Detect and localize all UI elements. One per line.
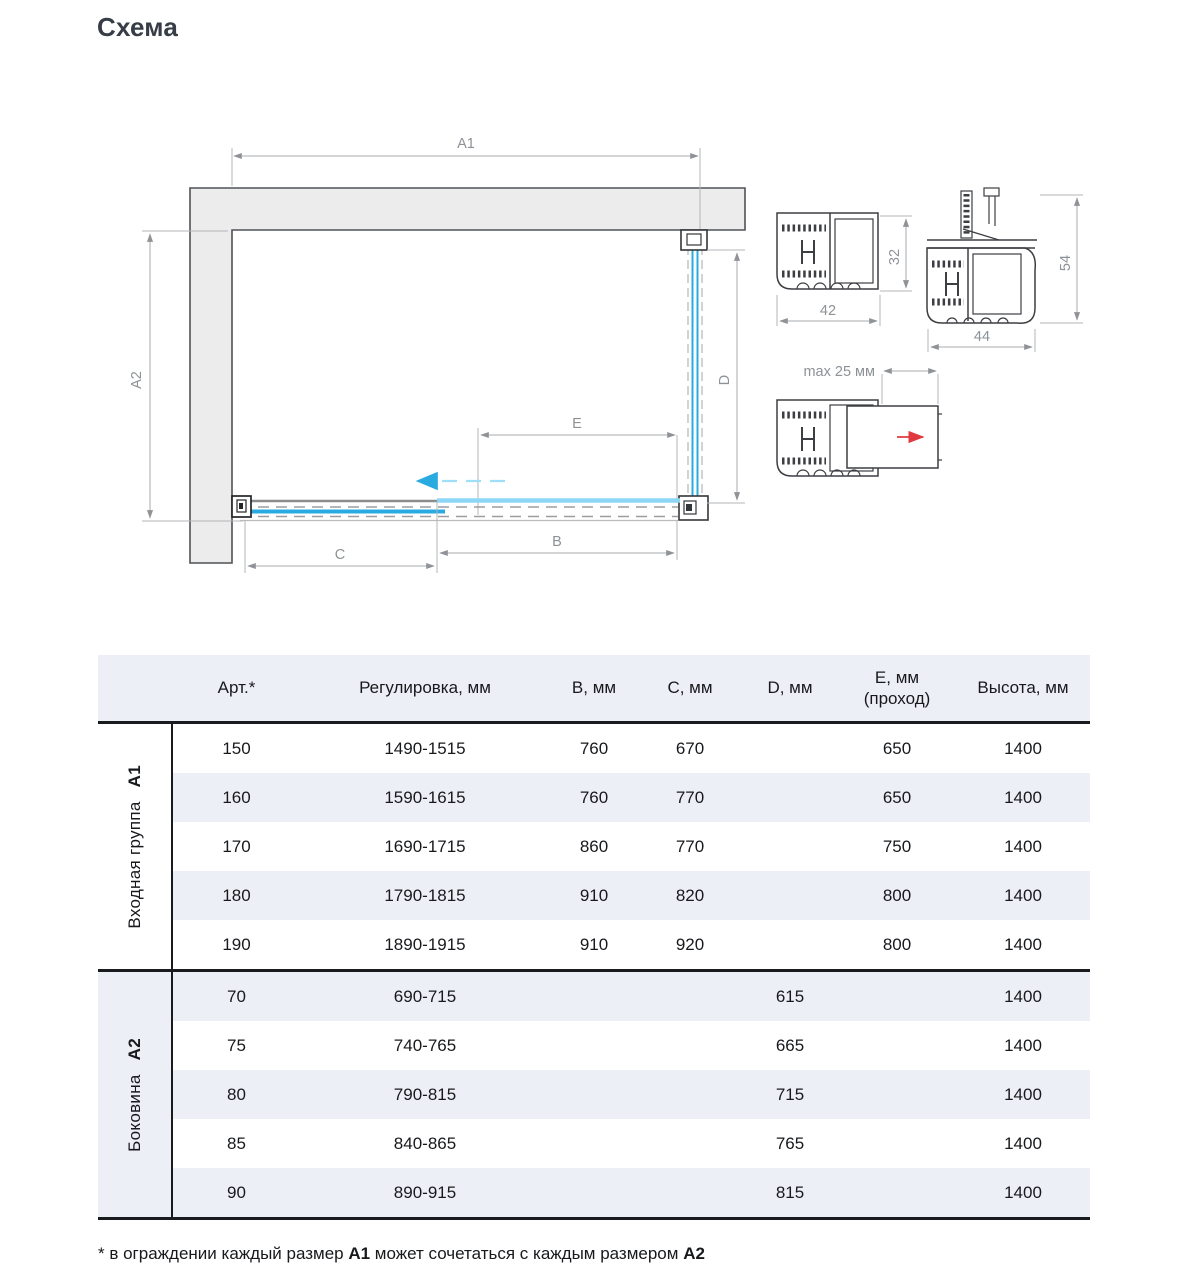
- wall-profile-section: [777, 213, 878, 289]
- group-label-a1: [98, 724, 173, 969]
- dimension-profile3: [882, 371, 938, 404]
- label-c: C: [334, 547, 346, 563]
- table-header-row: [98, 655, 1090, 724]
- table-row: 70 690-715 615 1400: [173, 972, 1090, 1021]
- group-a2-text: Боковина: [124, 1073, 144, 1152]
- footnote: [98, 1244, 705, 1264]
- table-row: 85 840-865 765 1400: [173, 1119, 1090, 1168]
- footnote-middle: может сочетаться с каждым размером: [370, 1244, 684, 1263]
- label-profile1-height: 32: [887, 248, 903, 266]
- adjustment-profile-section: [777, 400, 942, 476]
- table-row: 90 890-915 815 1400: [173, 1168, 1090, 1217]
- scheme-diagram: [100, 88, 1087, 623]
- diagram-svg: [100, 88, 1087, 623]
- header-reg: Регулировка, мм: [359, 678, 491, 698]
- group-entrance-a1: [98, 724, 1090, 972]
- label-profile2-width: 44: [973, 329, 991, 345]
- door-profile-section: [927, 188, 1037, 323]
- header-art: Арт.*: [217, 678, 256, 698]
- group-a2-bold: А2: [124, 1037, 144, 1060]
- table-row: 180 1790-1815 910 820 800 1400: [173, 871, 1090, 920]
- front-glass-assembly: [232, 496, 680, 521]
- footnote-a1: А1: [348, 1244, 371, 1263]
- label-b: B: [552, 534, 562, 550]
- table-row: 170 1690-1715 860 770 750 1400: [173, 822, 1090, 871]
- label-a2: A2: [129, 371, 145, 389]
- page-title: Схема: [97, 12, 179, 42]
- size-table: [98, 655, 1090, 1220]
- header-e-line2: (проход): [863, 689, 931, 708]
- dimension-b: [437, 501, 677, 560]
- group-side-a2: [98, 972, 1090, 1220]
- header-b: B, мм: [571, 678, 617, 698]
- table-row: 190 1890-1915 910 920 800 1400: [173, 920, 1090, 969]
- header-height: Высота, мм: [977, 678, 1069, 698]
- header-c: C, мм: [667, 678, 713, 698]
- group-label-a2: [98, 972, 173, 1217]
- label-d: D: [717, 374, 733, 386]
- table-row: 160 1590-1615 760 770 650 1400: [173, 773, 1090, 822]
- label-a1: A1: [457, 136, 475, 152]
- side-glass-panel: [679, 230, 708, 520]
- label-e: E: [572, 416, 582, 432]
- group-a1-bold: А1: [124, 764, 144, 788]
- header-d: D, мм: [767, 678, 813, 698]
- header-e: [838, 655, 956, 721]
- table-row: 80 790-815 715 1400: [173, 1070, 1090, 1119]
- label-profile1-width: 42: [819, 303, 837, 319]
- group-a1-text: Входная группа: [124, 801, 144, 929]
- footnote-a2: А2: [683, 1244, 705, 1263]
- label-profile2-height: 54: [1058, 254, 1074, 272]
- dimension-profile2: [928, 195, 1083, 352]
- table-row: 150 1490-1515 760 670 650 1400: [173, 724, 1090, 773]
- table-row: 75 740-765 665 1400: [173, 1021, 1090, 1070]
- label-max-25: max 25 мм: [803, 364, 875, 380]
- footnote-prefix: * в ограждении каждый размер: [98, 1244, 349, 1263]
- header-e-line1: E, мм: [874, 667, 920, 687]
- header-spacer: [98, 655, 173, 721]
- dimension-profile1: [777, 216, 912, 326]
